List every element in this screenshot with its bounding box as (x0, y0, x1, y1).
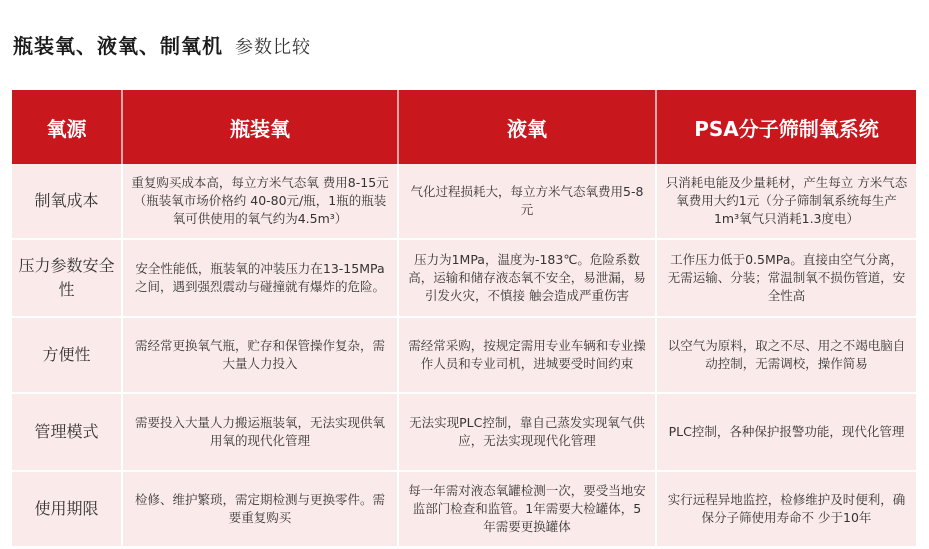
table-row (12, 239, 916, 317)
table-row (12, 317, 916, 393)
table-row (12, 471, 916, 547)
cell-liquid-cost: 气化过程损耗大，每立方米气态氧费用5-8元 (398, 164, 656, 239)
cell-bottled-management: 需要投入大量人力搬运瓶装氧，无法实现供氧用氧的现代化管理 (122, 393, 398, 471)
row-label-service-life: 使用期限 (12, 471, 122, 547)
cell-bottled-service-life: 检修、维护繁琐，需定期检测与更换零件。需要重复购买 (122, 471, 398, 547)
table-row (12, 393, 916, 471)
cell-bottled-cost: 重复购买成本高，每立方米气态氧 费用8-15元（瓶装氧市场价格约 40-80元/瓶，1瓶的瓶装氧可供使用的氧气约为4.5m³） (122, 164, 398, 239)
cell-liquid-convenience: 需经常采购，按规定需用专业车辆和专业操作人员和专业司机，进城要受时间约束 (398, 317, 656, 393)
cell-psa-management: PLC控制，各种保护报警功能，现代化管理 (656, 393, 916, 471)
row-label-convenience: 方便性 (12, 317, 122, 393)
cell-psa-service-life: 实行远程异地监控，检修维护及时便利，确保分子筛使用寿命不 少于10年 (656, 471, 916, 547)
row-label-pressure-safety: 压力参数安全性 (12, 239, 122, 317)
cell-bottled-safety: 安全性能低，瓶装氧的冲装压力在13-15MPa之间，遇到强烈震动与碰撞就有爆炸的危险。 (122, 239, 398, 317)
row-label-cost: 制氧成本 (12, 164, 122, 239)
header-oxygen-source: 氧源 (12, 90, 122, 164)
table-header-row (12, 90, 916, 164)
cell-psa-convenience: 以空气为原料，取之不尽、用之不竭电脑自动控制，无需调校，操作简易 (656, 317, 916, 393)
comparison-table (12, 90, 916, 548)
cell-bottled-convenience: 需经常更换氧气瓶，贮存和保管操作复杂，需大量人力投入 (122, 317, 398, 393)
cell-liquid-safety: 压力为1MPa，温度为-183℃。危险系数高，运输和储存液态氧不安全，易泄漏，易引发火灾，不慎接 触会造成严重伤害 (398, 239, 656, 317)
row-label-management: 管理模式 (12, 393, 122, 471)
table-row (12, 164, 916, 239)
cell-psa-cost: 只消耗电能及少量耗材，产生每立 方米气态氧费用大约1元（分子筛制氧系统每生产1m³氧气只消耗1.3度电） (656, 164, 916, 239)
page-title (13, 30, 311, 59)
header-bottled-oxygen: 瓶装氧 (122, 90, 398, 164)
header-liquid-oxygen: 液氧 (398, 90, 656, 164)
header-psa-system: PSA分子筛制氧系统 (656, 90, 916, 164)
page-title-main: 瓶装氧、液氧、制氧机 (13, 34, 223, 58)
cell-liquid-management: 无法实现PLC控制，靠自己蒸发实现氧气供应，无法实现现代化管理 (398, 393, 656, 471)
cell-liquid-service-life: 每一年需对液态氧罐检测一次，要受当地安监部门检查和监管。1年需要大检罐体，5年需要更换罐体 (398, 471, 656, 547)
cell-psa-safety: 工作压力低于0.5MPa。直接由空气分离，无需运输、分装；常温制氧不损伤管道，安全性高 (656, 239, 916, 317)
page-title-sub: 参数比较 (235, 37, 311, 58)
